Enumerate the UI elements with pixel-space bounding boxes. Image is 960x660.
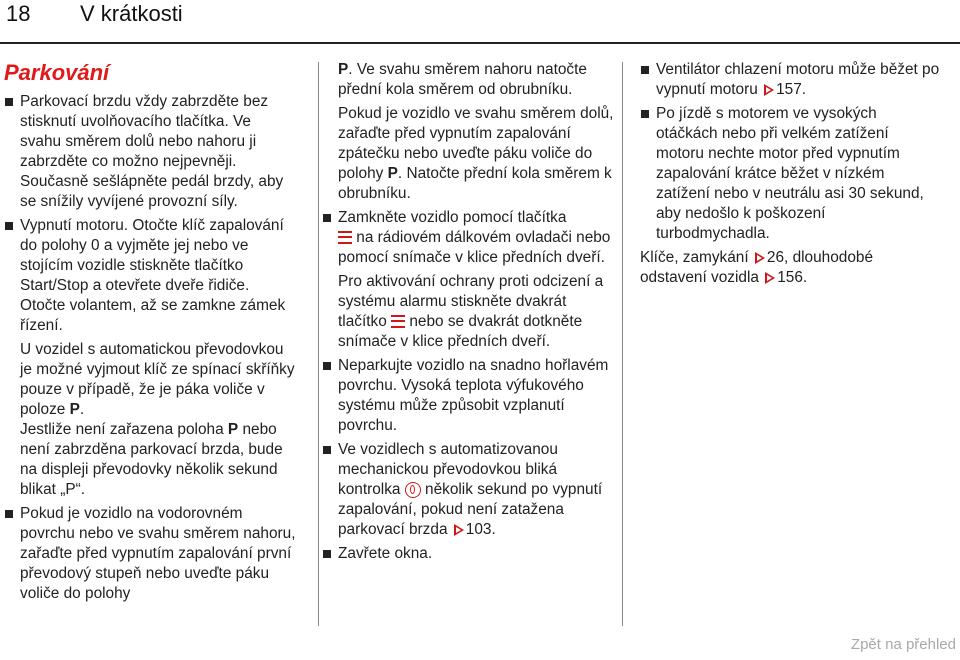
column-2 bbox=[338, 60, 618, 568]
lock-button-icon bbox=[391, 315, 405, 328]
item-text: Vypnutí motoru. Otočte klíč zapalování do polohy 0 a vyjměte jej nebo ve stojícím vozidle stiskněte tlačítko Start/Stop a otevřete dveře řidiče. Otočte volantem, až se zamkne zámek řízení. bbox=[20, 217, 286, 334]
paragraph: P. Ve svahu směrem nahoru natočte přední kola směrem od obrubníku. bbox=[338, 61, 587, 98]
page-ref-26[interactable]: 26 bbox=[766, 249, 785, 266]
page-ref-icon[interactable] bbox=[755, 252, 765, 264]
bullet-icon bbox=[641, 66, 649, 74]
list-item: Po jízdě s motorem ve vysokých otáčkách nebo při velkém zatížení motoru nechte motor před vypnutím zapalování krátce běžet v nízkém zatížení nebo v neutrálu asi 30 sekund, aby nedošlo k poškození turbodmychadla. bbox=[640, 104, 940, 244]
bullet-icon bbox=[323, 446, 331, 454]
page-ref-156[interactable]: 156 bbox=[777, 269, 803, 286]
back-to-overview-link[interactable]: Zpět na přehled bbox=[850, 636, 956, 653]
paragraph: Pokud je vozidlo ve svahu směrem dolů, zařaďte před vypnutím zapalování zpátečku nebo uveďte páku voliče do polohy P. Natočte přední kola směrem k obrubníku. bbox=[338, 105, 614, 202]
list-item: Ventilátor chlazení motoru může běžet po vypnutí motoru 157. bbox=[640, 60, 940, 100]
bullet-icon bbox=[5, 222, 13, 230]
bullet-icon bbox=[5, 98, 13, 106]
paragraph: Klíče, zamykání 26, dlouhodobé odstavení vozidla 156. bbox=[640, 249, 874, 286]
paragraph: U vozidel s automatickou převodovkou je možné vyjmout klíč ze spínací skříňky pouze v případě, že je páka voliče v poloze P. bbox=[20, 341, 295, 418]
bullet-icon bbox=[5, 510, 13, 518]
list-item: Zavřete okna. bbox=[322, 544, 618, 564]
list-item bbox=[4, 92, 296, 212]
page-ref-icon[interactable] bbox=[765, 272, 775, 284]
list-item: Neparkujte vozidlo na snadno hořlavém povrchu. Vysoká teplota výfukového systému může způsobit vzplanutí povrchu. bbox=[322, 356, 618, 436]
page-ref-103[interactable]: 103 bbox=[465, 521, 492, 538]
list-item bbox=[4, 504, 296, 604]
paragraph: Pro aktivování ochrany proti odcizení a systému alarmu stiskněte dvakrát tlačítko nebo se dvakrát dotkněte snímače v klice předních dveří. bbox=[338, 273, 604, 350]
column-divider bbox=[318, 62, 319, 626]
item-text: Parkovací brzdu vždy zabrzděte bez stisknutí uvolňovacího tlačítka. Ve svahu směrem dolů nebo nahoru ji zabrzděte co možno nejpevněji. Současně sešlápněte pedál brzdy, aby se snížily vyvíjené provozní síly. bbox=[20, 93, 284, 210]
header-rule bbox=[0, 42, 960, 44]
parking-brake-lamp-icon bbox=[405, 482, 421, 498]
item-text: Pokud je vozidlo na vodorovném povrchu nebo ve svahu směrem nahoru, zařaďte před vypnutím zapalování první převodový stupeň nebo uveďte páku voliče do polohy bbox=[20, 505, 296, 602]
paragraph: Jestliže není zařazena poloha P nebo není zabrzděna parkovací brzda, bude na displeji převodovky několik sekund blikat „P“. bbox=[20, 421, 283, 498]
list-item: Ve vozidlech s automatizovanou mechanickou převodovkou bliká kontrolka několik sekund po vypnutí zapalování, pokud není zatažena parkovací brzda 103. bbox=[322, 440, 618, 540]
column-3 bbox=[640, 60, 940, 292]
lock-button-icon bbox=[338, 231, 352, 244]
bullet-icon bbox=[641, 110, 649, 118]
bullet-icon bbox=[323, 550, 331, 558]
column-divider bbox=[622, 62, 623, 626]
heading-parking: Parkování bbox=[4, 60, 110, 85]
list-item bbox=[4, 216, 296, 336]
page-ref-157[interactable]: 157 bbox=[776, 81, 802, 98]
column-1 bbox=[4, 60, 296, 608]
bullet-icon bbox=[323, 362, 331, 370]
section-title: V krátkosti bbox=[80, 1, 183, 26]
page-number: 18 bbox=[6, 1, 31, 26]
bullet-icon bbox=[323, 214, 331, 222]
page-ref-icon[interactable] bbox=[454, 524, 464, 536]
page-ref-icon[interactable] bbox=[764, 84, 774, 96]
page-header bbox=[0, 0, 960, 44]
list-item: Zamkněte vozidlo pomocí tlačítka na rádiovém dálkovém ovladači nebo pomocí snímače v klice předních dveří. bbox=[322, 208, 618, 268]
